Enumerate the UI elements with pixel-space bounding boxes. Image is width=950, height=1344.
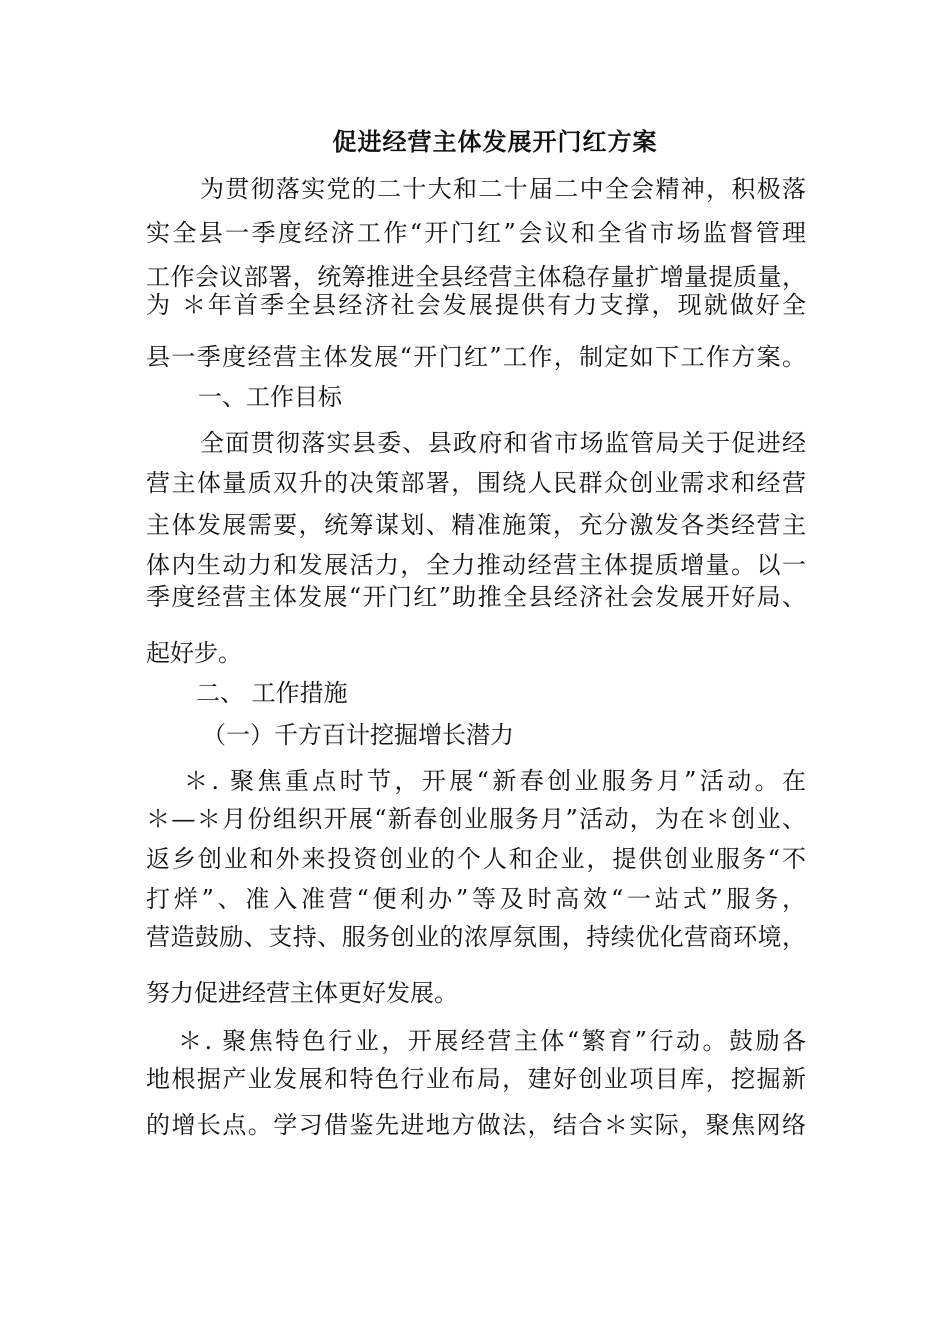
body-line: 主体发展需要，统筹谋划、精准施策，充分激发各类经营主 [146, 511, 806, 539]
item-line: ＊. 聚焦重点时节，开展“新春创业服务月”活动。在 [184, 767, 806, 795]
body-line: 营主体量质双升的决策部署，围绕人民群众创业需求和经营 [146, 469, 806, 497]
intro-line: 县一季度经营主体发展“开门红”工作，制定如下工作方案。 [146, 343, 806, 371]
item-line: 打烊”、准入准营“便利办”等及时高效“一站式”服务， [146, 885, 806, 913]
item-line: 的增长点。学习借鉴先进地方做法，结合＊实际，聚焦网络 [146, 1111, 806, 1139]
intro-line: 为 ＊年首季全县经济社会发展提供有力支撑，现就做好全 [146, 291, 806, 319]
item-line: ＊—＊月份组织开展“新春创业服务月”活动，为在＊创业、 [146, 805, 806, 833]
body-line: 全面贯彻落实县委、县政府和省市场监管局关于促进经 [200, 429, 806, 457]
section-heading: 一、工作目标 [198, 383, 342, 411]
document-title: 促进经营主体发展开门红方案 [332, 127, 658, 156]
body-line: 季度经营主体发展“开门红”助推全县经济社会发展开好局、 [146, 583, 806, 611]
body-line: 体内生动力和发展活力，全力推动经营主体提质增量。以一 [146, 551, 806, 579]
subsection-heading: （一）千方百计挖掘增长潜力 [202, 721, 514, 749]
item-line: 营造鼓励、支持、服务创业的浓厚氛围，持续优化营商环境， [146, 923, 806, 951]
intro-line: 工作会议部署，统筹推进全县经营主体稳存量扩增量提质量， [146, 263, 806, 291]
section-heading: 二、 工作措施 [196, 679, 348, 707]
body-line: 起好步。 [146, 639, 242, 667]
intro-line: 实全县一季度经济工作“开门红”会议和全省市场监督管理 [146, 219, 806, 247]
item-line: 返乡创业和外来投资创业的个人和企业，提供创业服务“不 [146, 845, 806, 873]
item-line: 地根据产业发展和特色行业布局，建好创业项目库，挖掘新 [146, 1065, 806, 1093]
item-line: 努力促进经营主体更好发展。 [146, 979, 458, 1007]
intro-line: 为贯彻落实党的二十大和二十届二中全会精神，积极落 [200, 175, 806, 203]
item-line: ＊. 聚焦特色行业，开展经营主体“繁育”行动。鼓励各 [178, 1027, 806, 1055]
